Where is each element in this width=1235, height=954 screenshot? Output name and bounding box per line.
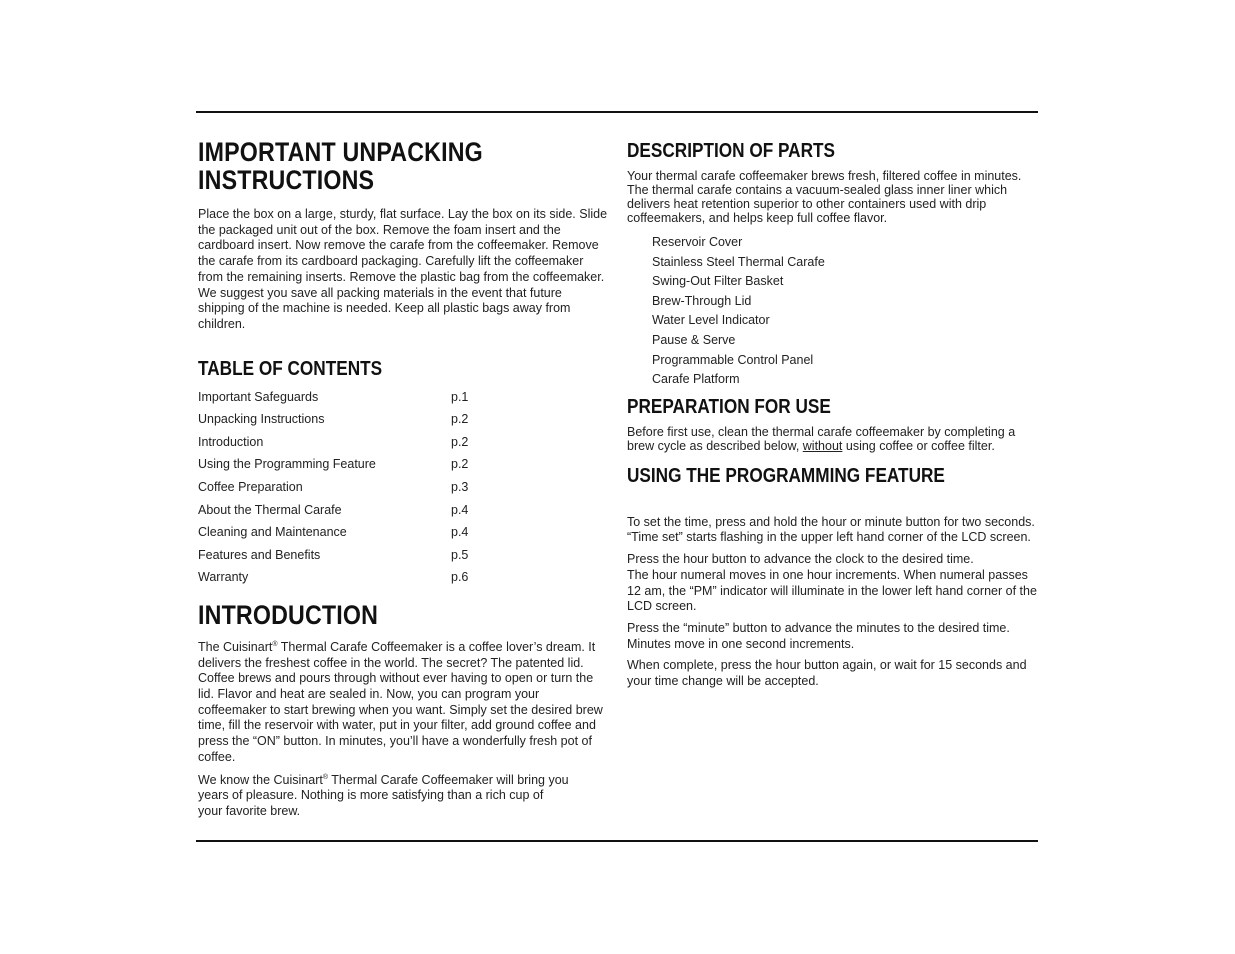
- toc-item-page: p.5: [451, 547, 469, 562]
- toc-item-title: Coffee Preparation: [198, 480, 303, 494]
- registered-mark: ®: [272, 640, 278, 648]
- toc-item-page: p.2: [451, 457, 469, 472]
- toc-item: [198, 476, 608, 499]
- right-column: [627, 140, 1039, 690]
- toc-item-page: p.2: [451, 434, 469, 449]
- toc-item-title: Warranty: [198, 570, 249, 585]
- preparation-body-before: Before first use, clean the thermal carafe coffeemaker by completing a brew cycle as described below,: [627, 424, 1016, 453]
- programming-paragraph-3: Press the “minute” button to advance the minutes to the desired time. Minutes move in one second increments.: [627, 620, 1010, 651]
- parts-list-item: Carafe Platform: [652, 372, 740, 387]
- toc-item-page: p.4: [451, 502, 469, 517]
- unpacking-heading-line2: INSTRUCTIONS: [198, 165, 375, 195]
- parts-heading: DESCRIPTION OF PARTS: [627, 140, 836, 162]
- introduction-section: [198, 601, 608, 820]
- left-column: [198, 138, 608, 820]
- toc-item-title: Important Safeguards: [198, 389, 319, 404]
- intro-p2-line3: your favorite brew.: [198, 804, 301, 818]
- introduction-heading: INTRODUCTION: [198, 599, 379, 630]
- parts-list: [652, 233, 1039, 390]
- programming-p2-line2: The hour numeral moves in one hour increments. When numeral passes 12 am, the “PM” indicator will illuminate in the lower left hand corner of the: [627, 567, 1037, 598]
- programming-section: [627, 465, 1039, 690]
- preparation-body-after: using coffee or coffee filter.: [842, 438, 995, 453]
- intro-p2-line1: Thermal Carafe Coffeemaker will bring you: [328, 772, 569, 787]
- toc-item: [198, 408, 608, 431]
- toc-item-page: p.4: [451, 525, 469, 540]
- toc-item-page: p.2: [451, 412, 469, 427]
- introduction-paragraph-1: [198, 640, 608, 766]
- parts-list-item: Reservoir Cover: [652, 235, 743, 249]
- programming-paragraph-4: When complete, press the hour button again, or wait for 15 seconds and your time change will be accepted.: [627, 658, 1027, 689]
- toc-item: [198, 544, 608, 567]
- preparation-body-underlined: without: [802, 438, 843, 453]
- toc-item-title: Using the Programming Feature: [198, 457, 376, 472]
- intro-p2-line2: years of pleasure. Nothing is more satisfying than a rich cup of: [198, 788, 544, 803]
- unpacking-section: [198, 138, 608, 333]
- unpacking-heading-line1: IMPORTANT UNPACKING: [198, 137, 483, 167]
- toc-item: [198, 386, 608, 409]
- intro-p1-after: Thermal Carafe Coffeemaker is a coffee lover’s dream. It delivers the freshest coffee in the world. The secret? The patented lid. Coffee brews and pours through without ever having to open or turn the lid. Flavor and heat are sealed in. Now, you can program your coffeemaker to start brewing when you want. Simply set the desired brew time, fill the reservoir with water, put in your filter, add ground coffee and press the “ON” button. In minutes, you’ll have a wonderfully fresh pot of coffee.: [198, 639, 603, 764]
- toc-item: [198, 499, 608, 522]
- parts-list-item: Stainless Steel Thermal Carafe: [652, 254, 825, 269]
- intro-p2-before: We know the Cuisinart: [198, 772, 323, 787]
- programming-p2-line1: Press the hour button to advance the clock to the desired time.: [627, 552, 974, 567]
- toc-heading: TABLE OF CONTENTS: [198, 357, 383, 380]
- registered-mark: ®: [322, 773, 328, 781]
- preparation-body: [627, 425, 1039, 453]
- parts-list-item: Water Level Indicator: [652, 313, 770, 328]
- toc-item: [198, 566, 608, 589]
- introduction-paragraph-2: [198, 773, 608, 820]
- programming-p2-line3: LCD screen.: [627, 599, 697, 614]
- preparation-section: [627, 396, 1039, 453]
- toc-item-page: p.6: [451, 570, 469, 585]
- toc-item-title: Introduction: [198, 434, 264, 449]
- toc-item-title: Unpacking Instructions: [198, 412, 325, 427]
- bottom-rule: [196, 840, 1038, 842]
- toc-item-title: Features and Benefits: [198, 547, 321, 562]
- top-rule: [196, 111, 1038, 113]
- toc-item-title: Cleaning and Maintenance: [198, 525, 347, 540]
- programming-heading: USING THE PROGRAMMING FEATURE: [627, 464, 945, 487]
- toc-item: [198, 431, 608, 454]
- unpacking-heading: [198, 138, 602, 194]
- parts-section: [627, 140, 1039, 390]
- toc-item-page: p.1: [451, 389, 469, 404]
- parts-body: Your thermal carafe coffeemaker brews fresh, filtered coffee in minutes. The thermal carafe contains a vacuum-sealed glass inner liner which delivers heat retention superior to other containers used with drip coffeemakers, and helps keep full coffee flavor.: [627, 169, 1022, 225]
- programming-paragraph-1: To set the time, press and hold the hour or minute button for two seconds. “Time set” starts flashing in the upper left hand corner of the LCD screen.: [627, 514, 1035, 545]
- toc-list: [198, 386, 608, 589]
- parts-list-item: Programmable Control Panel: [652, 352, 814, 367]
- toc-item: [198, 521, 608, 544]
- intro-p1-before: The Cuisinart: [198, 639, 273, 654]
- unpacking-body: Place the box on a large, sturdy, flat surface. Lay the box on its side. Slide the packaged unit out of the box. Remove the foam insert and the cardboard insert. Now remove the carafe from the coffeemaker. Remove the carafe from its cardboard packaging. Carefully lift the coffeemaker from the remaining inserts. Remove the plastic bag from the coffeemaker. We suggest you save all packing materials in the event that future shipping of the machine is needed. Keep all plastic bags away from children.: [198, 207, 608, 331]
- parts-list-item: Swing-Out Filter Basket: [652, 274, 784, 289]
- toc-section: [198, 358, 608, 589]
- parts-list-item: Pause & Serve: [652, 332, 736, 347]
- toc-item: [198, 453, 608, 476]
- programming-paragraph-2: [627, 552, 1039, 615]
- toc-item-title: About the Thermal Carafe: [198, 502, 342, 517]
- toc-item-page: p.3: [451, 480, 469, 494]
- parts-list-item: Brew-Through Lid: [652, 293, 752, 308]
- preparation-heading: PREPARATION FOR USE: [627, 395, 831, 418]
